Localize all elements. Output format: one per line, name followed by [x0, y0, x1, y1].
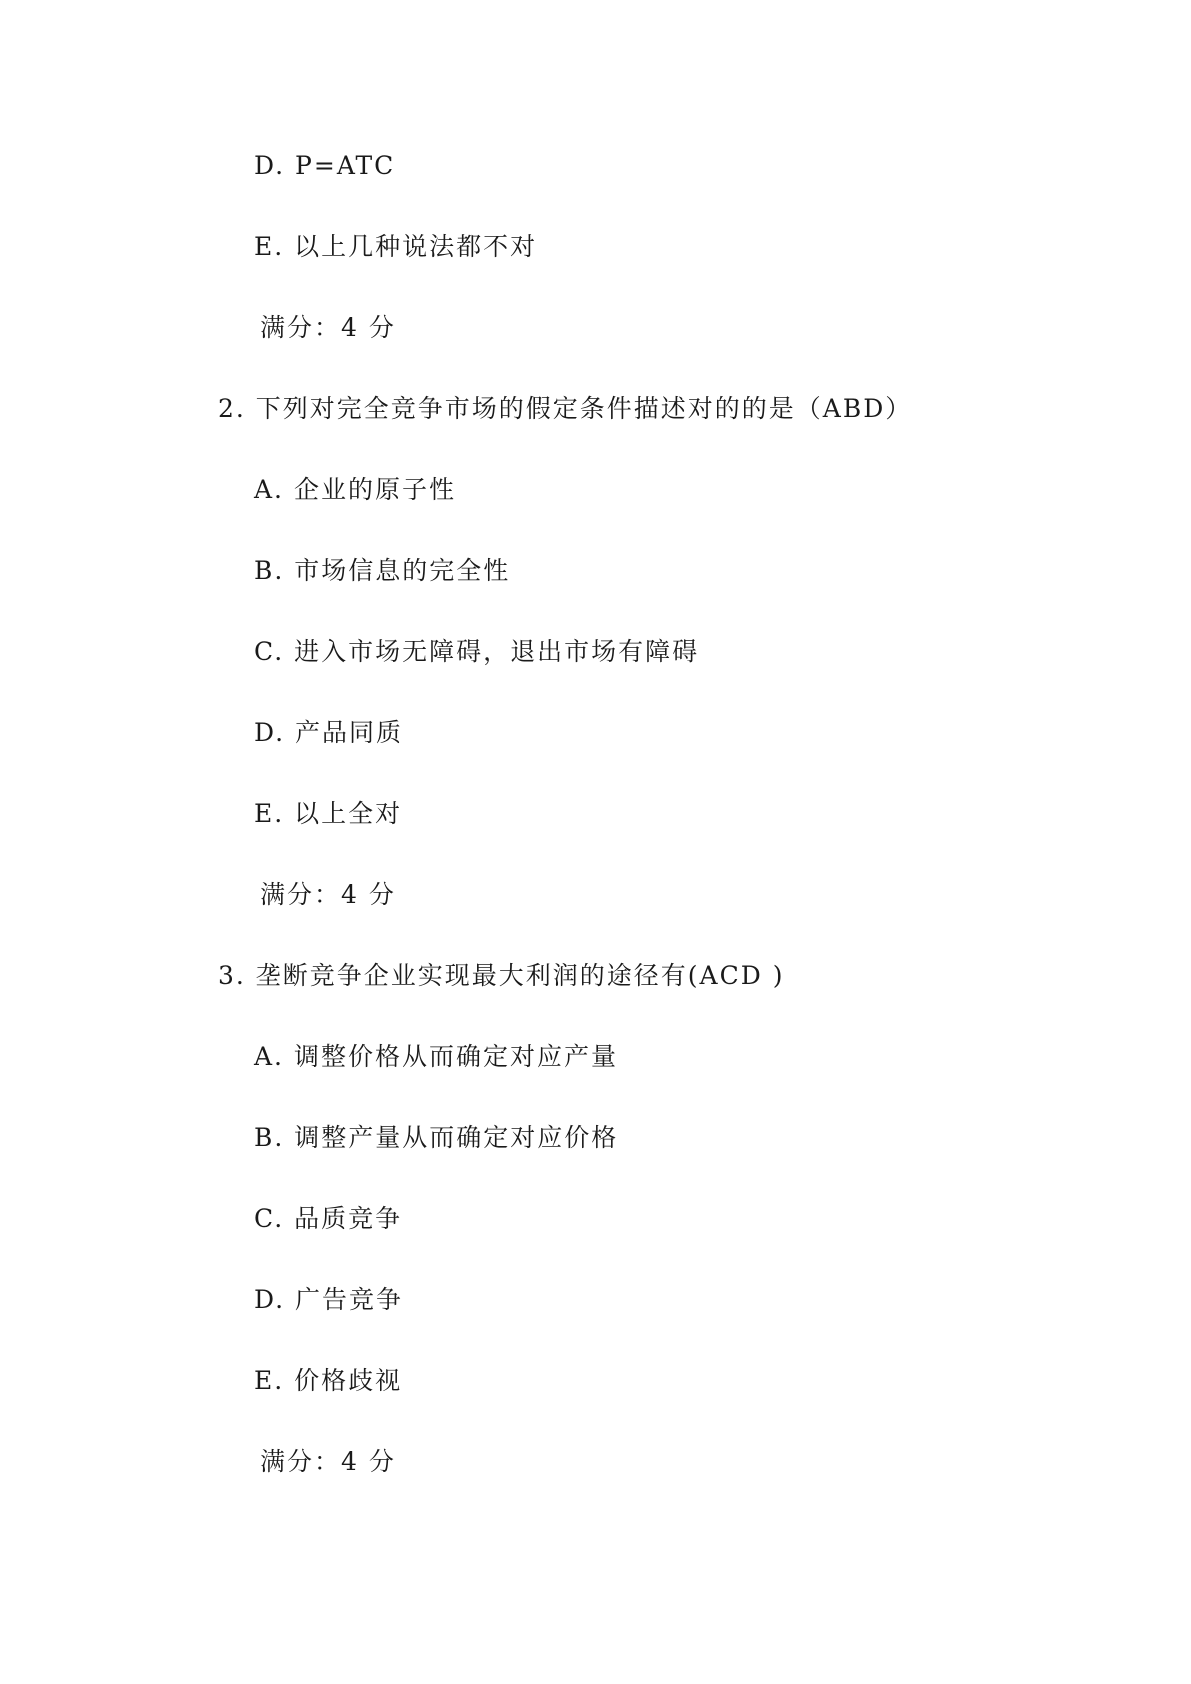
question-stem: 2. 下列对完全竞争市场的假定条件描述对的的是（ABD）: [218, 394, 913, 423]
question-stem: 3. 垄断竞争企业实现最大利润的途径有(ACD ): [218, 961, 785, 990]
score-label: 满分：4 分: [260, 313, 396, 342]
option-d: D. 产品同质: [254, 718, 404, 747]
option-e: E. 价格歧视: [254, 1366, 403, 1395]
option-a: A. 企业的原子性: [254, 475, 456, 504]
score-label: 满分：4 分: [260, 880, 396, 909]
option-c: C. 进入市场无障碍，退出市场有障碍: [254, 637, 700, 666]
option-c: C. 品质竞争: [254, 1204, 403, 1233]
score-label: 满分：4 分: [260, 1447, 396, 1476]
option-a: A. 调整价格从而确定对应产量: [254, 1042, 618, 1071]
option-b: B. 市场信息的完全性: [254, 556, 511, 585]
option-d: D. 广告竞争: [254, 1285, 404, 1314]
option-d: D. P=ATC: [254, 151, 396, 180]
option-e: E. 以上全对: [254, 799, 403, 828]
option-e: E. 以上几种说法都不对: [254, 232, 538, 261]
option-b: B. 调整产量从而确定对应价格: [254, 1123, 619, 1152]
